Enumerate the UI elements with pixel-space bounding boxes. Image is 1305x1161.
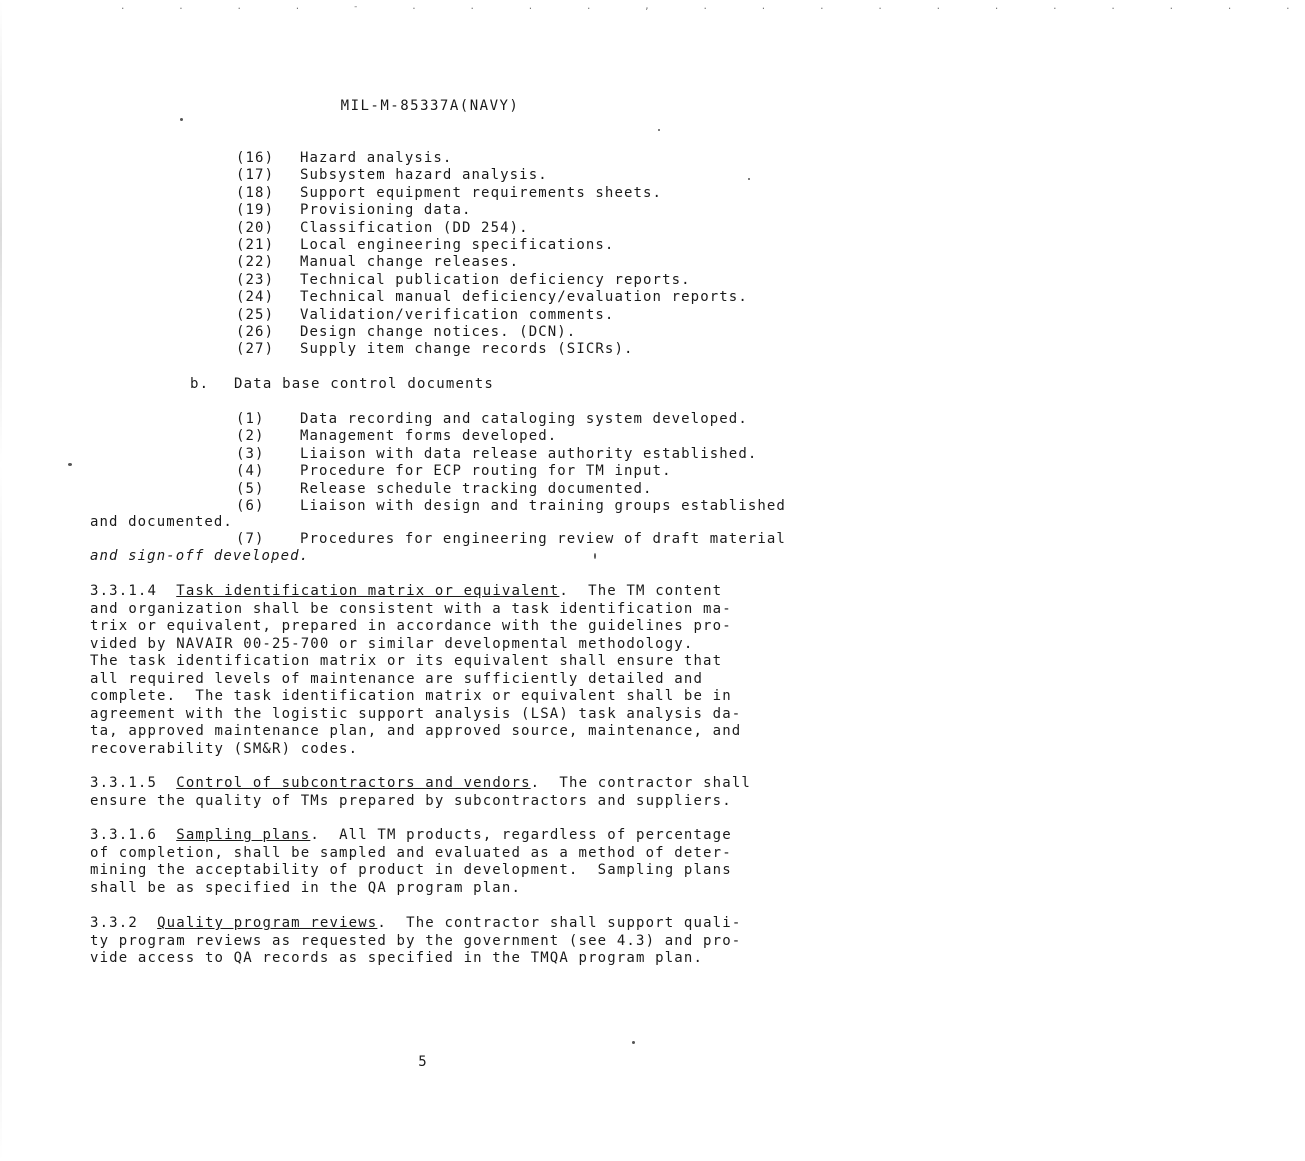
scan-noise-top: . . . . - . . . . , . . . . . . . . . . . xyxy=(120,2,1305,12)
list-item xyxy=(236,341,748,358)
list-item xyxy=(236,324,748,341)
list-item-text: Classification (DD 254). xyxy=(300,219,529,236)
list-item xyxy=(236,185,748,202)
list-item xyxy=(236,481,786,498)
list-item-text: Procedures for engineering review of draft material xyxy=(300,531,786,547)
list-item-number: (27) xyxy=(236,341,275,358)
paragraph-3-3-2: 3.3.2 Quality program reviews. The contractor shall support quali- ty program reviews as requested by the government (see 4.3) and pro- vide access to QA records as specified in the TMQA program plan. xyxy=(90,915,742,966)
paragraph-number: 3.3.1.6 xyxy=(90,827,158,843)
list-item-number: (18) xyxy=(236,184,275,201)
list-item xyxy=(236,498,786,515)
paragraph-line: mining the acceptability of product in development. Sampling plans xyxy=(90,862,732,878)
paragraph-line: complete. The task identification matrix or equivalent shall be in xyxy=(90,688,732,704)
list-item-number: (17) xyxy=(236,167,275,184)
paragraph-3-3-1-6: 3.3.1.6 Sampling plans. All TM products, regardless of percentage of completion, shall be sampled and evaluated as a method of deter- mining the acceptability of product in development. Sampling plans shall be as specified in the QA program plan. xyxy=(90,827,732,896)
paragraph-line: The TM content xyxy=(588,583,723,599)
list-item xyxy=(236,428,786,445)
list-item-text: Technical publication deficiency reports. xyxy=(300,271,691,288)
list-item xyxy=(236,167,748,184)
list-item xyxy=(236,531,786,548)
list-b xyxy=(236,411,786,515)
paragraph-line: all required levels of maintenance are sufficiently detailed and xyxy=(90,670,704,687)
paragraph-number: 3.3.1.4 xyxy=(90,583,158,599)
list-item-text: Liaison with design and training groups established xyxy=(300,498,786,515)
paragraph-line: The contractor shall support quali- xyxy=(406,915,742,931)
list-item-text: Data recording and cataloging system developed. xyxy=(300,411,748,427)
paragraph-line: The contractor shall xyxy=(559,775,751,791)
list-item-number: (1) xyxy=(236,411,265,427)
section-b-title: Data base control documents xyxy=(234,376,494,392)
paragraph-line: vided by NAVAIR 00-25-700 or similar developmental methodology. xyxy=(90,635,694,652)
paragraph-line: trix or equivalent, prepared in accordance with the guidelines pro- xyxy=(90,618,732,634)
list-item-text: Manual change releases. xyxy=(300,254,520,271)
paragraph-3-3-1-5: 3.3.1.5 Control of subcontractors and vendors. The contractor shall ensure the quality of TMs prepared by subcontractors and suppliers. xyxy=(90,775,751,809)
paragraph-line: shall be as specified in the QA program plan. xyxy=(90,879,522,896)
list-item-number: (26) xyxy=(236,324,275,341)
scan-speck xyxy=(594,553,596,559)
list-item-number: (16) xyxy=(236,150,275,166)
list-b-item7 xyxy=(236,531,786,548)
section-b-heading xyxy=(190,376,494,392)
list-item xyxy=(236,289,748,306)
list-item-text: Design change notices. (DCN). xyxy=(300,324,577,341)
list-item xyxy=(236,150,748,167)
list-a-tail xyxy=(236,150,748,359)
list-item-text: Support equipment requirements sheets. xyxy=(300,184,663,201)
list-item-text: Provisioning data. xyxy=(300,202,472,219)
paragraph-line: All TM products, regardless of percentage xyxy=(339,827,732,843)
list-item xyxy=(236,237,748,254)
list-item-number: (22) xyxy=(236,254,275,271)
list-item-number: (7) xyxy=(236,531,265,547)
list-item xyxy=(236,272,748,289)
paragraph-number: 3.3.2 xyxy=(90,915,138,931)
paragraph-3-3-1-4: 3.3.1.4 Task identification matrix or equivalent. The TM content and organization shall be consistent with a task identification ma- trix or equivalent, prepared in accordance with the guidelines pro- vided by NAVAIR 00-25-700 or similar developmental methodology. The task identification matrix or its equivalent shall ensure that all required levels of maintenance are sufficiently detailed and complete. The task identification matrix or equivalent shall be in agreement with the logistic support analysis (LSA) task analysis da- ta, approved maintenance plan, and approved source, maintenance, and recoverability (SM&R) codes. xyxy=(90,583,742,757)
list-item xyxy=(236,307,748,324)
list-item-text: Technical manual deficiency/evaluation reports. xyxy=(300,289,748,306)
list-item-number: (19) xyxy=(236,202,275,219)
list-item-text: Management forms developed. xyxy=(300,428,558,445)
paragraph-title: Control of subcontractors and vendors xyxy=(176,775,531,791)
list-item-text: Hazard analysis. xyxy=(300,150,453,166)
paragraph-title: Task identification matrix or equivalent xyxy=(176,583,560,599)
scan-edge-shadow xyxy=(0,0,2,1161)
list-item-text: Liaison with data release authority established. xyxy=(300,445,758,462)
list-item xyxy=(236,446,786,463)
list-item-number: (6) xyxy=(236,498,265,515)
list-item-number: (4) xyxy=(236,463,265,480)
paragraph-line: The task identification matrix or its equivalent shall ensure that xyxy=(90,653,723,669)
list-item-number: (23) xyxy=(236,271,275,288)
list-item-text: Supply item change records (SICRs). xyxy=(300,341,634,358)
list-item-number: (5) xyxy=(236,480,265,497)
list-item-number: (20) xyxy=(236,219,275,236)
scan-speck xyxy=(180,118,183,121)
paragraph-line: of completion, shall be sampled and evaluated as a method of deter- xyxy=(90,844,732,861)
list-item-text: Local engineering specifications. xyxy=(300,237,615,254)
scan-speck xyxy=(632,1041,635,1044)
paragraph-line: ensure the quality of TMs prepared by subcontractors and suppliers. xyxy=(90,792,732,809)
page-number: 5 xyxy=(418,1054,427,1070)
list-item xyxy=(236,463,786,480)
paragraph-line: vide access to QA records as specified in the TMQA program plan. xyxy=(90,950,704,966)
scan-speck xyxy=(68,463,72,466)
list-item-number: (25) xyxy=(236,306,275,323)
list-item xyxy=(236,254,748,271)
list-item-text: Subsystem hazard analysis. xyxy=(300,167,548,184)
paragraph-number: 3.3.1.5 xyxy=(90,775,158,791)
list-item-text: Validation/verification comments. xyxy=(300,306,615,323)
paragraph-line: recoverability (SM&R) codes. xyxy=(90,740,359,757)
list-item xyxy=(236,220,748,237)
paragraph-line: ty program reviews as requested by the government (see 4.3) and pro- xyxy=(90,932,742,949)
list-item xyxy=(236,202,748,219)
list-item-number: (24) xyxy=(236,289,275,306)
list-item-number: (2) xyxy=(236,428,265,445)
scan-speck xyxy=(658,129,660,131)
scan-speck xyxy=(748,178,750,180)
document-header: MIL-M-85337A(NAVY) xyxy=(340,98,520,114)
list-b-item6-continuation: and documented. xyxy=(90,514,233,530)
paragraph-title: Quality program reviews xyxy=(157,915,378,931)
paragraph-line: ta, approved maintenance plan, and approved source, maintenance, and xyxy=(90,723,742,739)
list-item-text: Release schedule tracking documented. xyxy=(300,480,653,497)
list-item xyxy=(236,411,786,428)
list-item-number: (21) xyxy=(236,237,275,254)
paragraph-title: Sampling plans xyxy=(176,827,311,843)
paragraph-line: and organization shall be consistent with a task identification ma- xyxy=(90,600,732,617)
section-b-letter: b. xyxy=(190,376,210,392)
list-item-text: Procedure for ECP routing for TM input. xyxy=(300,463,672,480)
list-item-number: (3) xyxy=(236,445,265,462)
paragraph-line: agreement with the logistic support analysis (LSA) task analysis da- xyxy=(90,705,742,722)
list-b-item7-continuation: and sign-off developed. xyxy=(90,548,310,564)
